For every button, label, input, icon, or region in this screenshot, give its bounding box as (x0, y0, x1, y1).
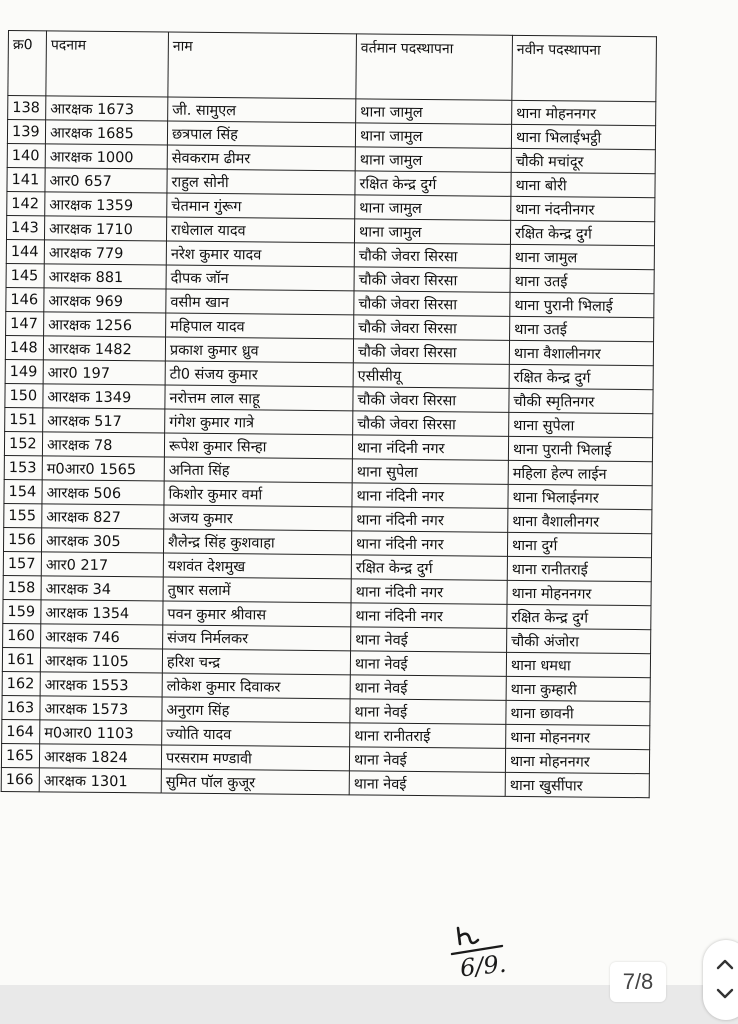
cell-designation: आरक्षक 78 (42, 432, 164, 457)
cell-current-posting: थाना नेवई (350, 651, 506, 676)
cell-name: हरिश चन्द्र (162, 649, 350, 675)
cell-serial: 145 (6, 263, 44, 287)
cell-designation: आरक्षक 1301 (39, 768, 161, 793)
cell-designation: आरक्षक 746 (41, 624, 163, 649)
cell-designation: आरक्षक 1573 (40, 696, 162, 721)
cell-new-posting: रक्षित केन्द्र दुर्ग (509, 364, 653, 389)
header-designation: पदनाम (46, 31, 169, 97)
cell-new-posting: थाना भिलाईभट्ठी (511, 124, 655, 149)
cell-new-posting: थाना उतई (510, 316, 654, 341)
cell-name: प्रकाश कुमार ध्रुव (165, 337, 353, 363)
cell-serial: 150 (5, 383, 43, 407)
cell-current-posting: थाना नंदिनी नगर (351, 579, 507, 604)
cell-current-posting: चौकी जेवरा सिरसा (353, 411, 509, 436)
cell-designation: आरक्षक 1824 (39, 744, 161, 769)
cell-current-posting: थाना जामुल (355, 147, 511, 172)
cell-name: पवन कुमार श्रीवास (163, 601, 351, 627)
page-navigation (703, 940, 738, 1020)
table-header-row (8, 31, 657, 102)
cell-new-posting: थाना बोरी (511, 172, 655, 197)
posting-table (1, 30, 657, 798)
cell-name: दीपक जॉन (166, 265, 354, 291)
cell-designation: म0आर0 1565 (42, 456, 164, 481)
cell-designation: आरक्षक 1710 (44, 216, 166, 241)
cell-current-posting: थाना जामुल (356, 99, 512, 124)
cell-current-posting: थाना रानीतराई (350, 723, 506, 748)
cell-designation: आरक्षक 1359 (45, 192, 167, 217)
cell-designation: आरक्षक 969 (44, 288, 166, 313)
header-new-posting: नवीन पदस्थापना (512, 35, 657, 101)
cell-name: टी0 संजय कुमार (165, 361, 353, 387)
cell-new-posting: महिला हेल्प लाईन (508, 460, 652, 485)
table-row (1, 767, 649, 797)
cell-current-posting: थाना नेवई (349, 771, 505, 796)
cell-designation: आरक्षक 779 (44, 240, 166, 265)
cell-current-posting: थाना जामुल (354, 219, 510, 244)
cell-current-posting: थाना नेवई (350, 675, 506, 700)
cell-serial: 147 (6, 311, 44, 335)
cell-current-posting: रक्षित केन्द्र दुर्ग (351, 555, 507, 580)
cell-name: ज्योति यादव (162, 721, 350, 747)
cell-designation: आरक्षक 1685 (45, 120, 167, 145)
cell-serial: 157 (3, 551, 41, 575)
cell-current-posting: चौकी जेवरा सिरसा (354, 291, 510, 316)
cell-new-posting: थाना भिलाईनगर (508, 484, 652, 509)
cell-serial: 164 (2, 719, 40, 743)
cell-serial: 153 (4, 455, 42, 479)
cell-new-posting: थाना उतई (510, 268, 654, 293)
cell-designation: आरक्षक 1349 (43, 384, 165, 409)
cell-serial: 141 (7, 167, 45, 191)
cell-serial: 142 (7, 191, 45, 215)
cell-new-posting: थाना नंदनीनगर (511, 196, 655, 221)
cell-new-posting: थाना जामुल (510, 244, 654, 269)
cell-current-posting: थाना सुपेला (352, 459, 508, 484)
cell-name: अनुराग सिंह (162, 697, 350, 723)
cell-new-posting: थाना कुम्हारी (506, 676, 650, 701)
cell-designation: आरक्षक 517 (43, 408, 165, 433)
cell-new-posting: थाना रानीतराई (507, 556, 651, 581)
cell-name: अनिता सिंह (164, 457, 352, 483)
cell-serial: 155 (4, 503, 42, 527)
cell-current-posting: रक्षित केन्द्र दुर्ग (355, 171, 511, 196)
cell-designation: आर0 197 (43, 360, 165, 385)
cell-serial: 160 (3, 623, 41, 647)
cell-new-posting: थाना धमधा (506, 652, 650, 677)
cell-current-posting: चौकी जेवरा सिरसा (353, 387, 509, 412)
cell-serial: 162 (2, 671, 40, 695)
cell-current-posting: थाना नंदिनी नगर (352, 507, 508, 532)
cell-new-posting: थाना पुरानी भिलाई (510, 292, 654, 317)
cell-current-posting: थाना नंदिनी नगर (352, 435, 508, 460)
cell-serial: 149 (5, 359, 43, 383)
cell-serial: 144 (6, 239, 44, 263)
cell-new-posting: थाना मोहननगर (505, 748, 649, 773)
cell-serial: 158 (3, 575, 41, 599)
cell-designation: आरक्षक 1000 (45, 144, 167, 169)
cell-designation: आरक्षक 1354 (41, 600, 163, 625)
cell-name: अजय कुमार (164, 505, 352, 531)
cell-new-posting: रक्षित केन्द्र दुर्ग (510, 220, 654, 245)
cell-new-posting: थाना छावनी (506, 700, 650, 725)
cell-serial: 151 (5, 407, 43, 431)
cell-serial: 165 (1, 743, 39, 767)
cell-new-posting: चौकी अंजोरा (507, 628, 651, 653)
cell-name: गंगेश कुमार गात्रे (165, 409, 353, 435)
cell-name: जी. सामुएल (168, 97, 356, 123)
cell-name: राहुल सोनी (167, 169, 355, 195)
cell-serial: 163 (2, 695, 40, 719)
cell-serial: 143 (6, 215, 44, 239)
cell-designation: म0आर0 1103 (40, 720, 162, 745)
cell-serial: 161 (2, 647, 40, 671)
cell-designation: आरक्षक 827 (42, 504, 164, 529)
cell-name: तुषार सलामें (163, 577, 351, 603)
header-name: नाम (168, 32, 357, 99)
cell-name: राधेलाल यादव (166, 217, 354, 243)
cell-name: वसीम खान (166, 289, 354, 315)
cell-serial: 139 (7, 120, 45, 144)
cell-serial: 152 (4, 431, 42, 455)
cell-current-posting: चौकी जेवरा सिरसा (354, 267, 510, 292)
cell-new-posting: थाना दुर्ग (507, 532, 651, 557)
cell-name: शैलेन्द्र सिंह कुशवाहा (163, 529, 351, 555)
cell-new-posting: थाना वैशालीनगर (508, 508, 652, 533)
cell-name: किशोर कुमार वर्मा (164, 481, 352, 507)
cell-current-posting: थाना नेवई (349, 747, 505, 772)
cell-serial: 140 (7, 143, 45, 167)
cell-serial: 156 (3, 527, 41, 551)
header-serial: क्र0 (8, 31, 47, 96)
cell-new-posting: थाना मोहननगर (512, 100, 656, 125)
cell-current-posting: थाना नंदिनी नगर (352, 483, 508, 508)
cell-designation: आरक्षक 1673 (46, 96, 168, 121)
cell-name: सुमित पॉल कुजूर (161, 769, 349, 795)
cell-current-posting: थाना नेवई (351, 627, 507, 652)
chevron-down-icon[interactable] (715, 986, 735, 1000)
cell-designation: आर0 657 (45, 168, 167, 193)
cell-designation: आरक्षक 1553 (40, 672, 162, 697)
cell-serial: 166 (1, 767, 39, 791)
cell-name: परसराम मण्डावी (161, 745, 349, 771)
cell-designation: आरक्षक 34 (41, 576, 163, 601)
signature-date: 6/9. (458, 949, 508, 983)
cell-designation: आर0 217 (41, 552, 163, 577)
cell-name: नरोत्तम लाल साहू (165, 385, 353, 411)
cell-designation: आरक्षक 1105 (40, 648, 162, 673)
cell-current-posting: चौकी जेवरा सिरसा (354, 243, 510, 268)
cell-serial: 146 (6, 287, 44, 311)
cell-name: लोकेश कुमार दिवाकर (162, 673, 350, 699)
cell-new-posting: थाना खुर्सीपार (505, 772, 649, 797)
cell-serial: 138 (8, 96, 46, 120)
cell-designation: आरक्षक 881 (44, 264, 166, 289)
cell-name: चेतमान गुंरूग (167, 193, 355, 219)
cell-name: नरेश कुमार यादव (166, 241, 354, 267)
cell-current-posting: एसीसीयू (353, 363, 509, 388)
cell-current-posting: चौकी जेवरा सिरसा (353, 339, 509, 364)
cell-new-posting: थाना सुपेला (509, 412, 653, 437)
cell-new-posting: थाना वैशालीनगर (509, 340, 653, 365)
cell-designation: आरक्षक 1482 (43, 336, 165, 361)
cell-current-posting: थाना जामुल (355, 195, 511, 220)
cell-new-posting: चौकी स्मृतिनगर (509, 388, 653, 413)
cell-name: महिपाल यादव (166, 313, 354, 339)
cell-new-posting: थाना पुरानी भिलाई (508, 436, 652, 461)
cell-designation: आरक्षक 506 (42, 480, 164, 505)
cell-new-posting: चौकी मचांदूर (511, 148, 655, 173)
cell-serial: 154 (4, 479, 42, 503)
cell-designation: आरक्षक 1256 (44, 312, 166, 337)
cell-name: संजय निर्मलकर (163, 625, 351, 651)
cell-current-posting: थाना जामुल (355, 123, 511, 148)
cell-serial: 148 (5, 335, 43, 359)
header-current-posting: वर्तमान पदस्थापना (356, 34, 513, 100)
cell-name: सेवकराम ढीमर (167, 145, 355, 171)
cell-name: यशवंत देशमुख (163, 553, 351, 579)
page-indicator: 7/8 (610, 962, 666, 1002)
cell-current-posting: थाना नंदिनी नगर (351, 531, 507, 556)
cell-name: रूपेश कुमार सिन्हा (164, 433, 352, 459)
cell-new-posting: रक्षित केन्द्र दुर्ग (507, 604, 651, 629)
handwritten-signature (448, 918, 528, 984)
chevron-up-icon[interactable] (715, 956, 735, 970)
cell-serial: 159 (3, 599, 41, 623)
cell-new-posting: थाना मोहननगर (507, 580, 651, 605)
cell-current-posting: थाना नेवई (350, 699, 506, 724)
cell-new-posting: थाना मोहननगर (506, 724, 650, 749)
cell-designation: आरक्षक 305 (41, 528, 163, 553)
cell-name: छत्रपाल सिंह (167, 121, 355, 147)
cell-current-posting: थाना नंदिनी नगर (351, 603, 507, 628)
cell-current-posting: चौकी जेवरा सिरसा (354, 315, 510, 340)
